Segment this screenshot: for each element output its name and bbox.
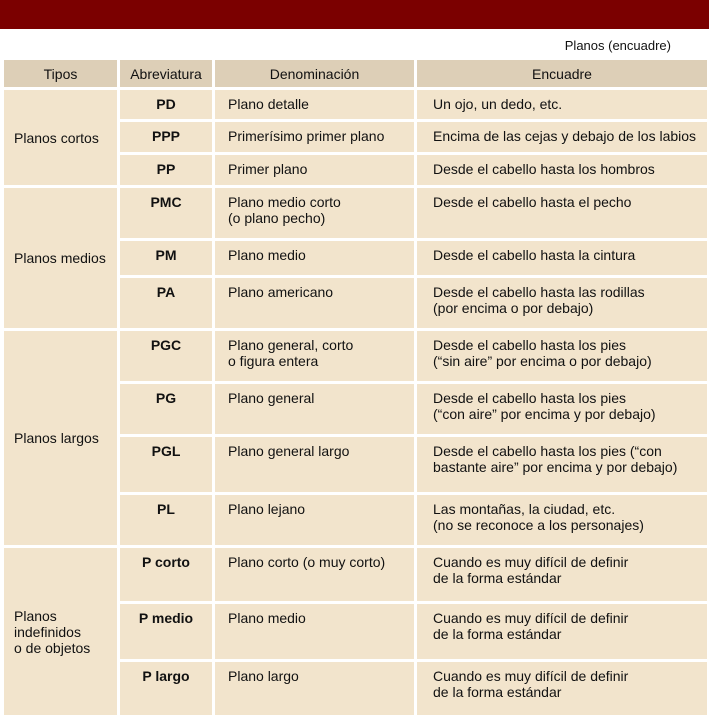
denomination-cell — [214, 661, 416, 717]
abbreviation-cell: PPP — [119, 121, 214, 154]
framing-cell — [416, 603, 709, 661]
denomination-line: Plano medio — [228, 610, 306, 626]
group-name-cell — [3, 330, 119, 547]
framing-line: Desde el cabello hasta las rodillas — [433, 284, 645, 300]
abbreviation-cell: PGL — [119, 436, 214, 494]
table-row — [3, 89, 709, 121]
framing-cell — [416, 187, 709, 240]
group-name-cell — [3, 547, 119, 717]
denomination-line: Plano general — [228, 390, 315, 406]
framing-cell — [416, 661, 709, 717]
denomination-cell — [214, 547, 416, 603]
framing-line: Cuando es muy difícil de definir — [433, 554, 629, 570]
framing-line: Desde el cabello hasta los pies — [433, 337, 627, 353]
framing-line: (“sin aire” por encima o por debajo) — [433, 353, 652, 369]
table-body — [3, 89, 709, 717]
group-name-line: Planos medios — [14, 250, 106, 266]
denomination-line: Plano americano — [228, 284, 334, 300]
framing-line: Las montañas, la ciudad, etc. — [433, 501, 616, 517]
abbreviation-cell: PL — [119, 494, 214, 547]
framing-cell — [416, 89, 709, 121]
denomination-cell — [214, 240, 416, 277]
framing-line: Desde el cabello hasta los pies — [433, 390, 627, 406]
group-name-cell — [3, 89, 119, 187]
planos-table — [1, 60, 709, 718]
framing-line: Desde el cabello hasta los pies (“con — [433, 443, 662, 459]
denomination-line: Plano general largo — [228, 443, 350, 459]
table-caption: Planos (encuadre) — [564, 38, 671, 53]
denomination-line: Primer plano — [228, 161, 308, 177]
denomination-line: (o plano pecho) — [228, 210, 326, 226]
denomination-line: Plano corto (o muy corto) — [228, 554, 386, 570]
denomination-cell — [214, 494, 416, 547]
denomination-line: Plano medio — [228, 247, 306, 263]
framing-line: de la forma estándar — [433, 684, 562, 700]
abbreviation-cell: PD — [119, 89, 214, 121]
denomination-cell — [214, 277, 416, 330]
framing-cell — [416, 494, 709, 547]
abbreviation-cell: PM — [119, 240, 214, 277]
denomination-cell — [214, 89, 416, 121]
denomination-cell — [214, 330, 416, 383]
table-row — [3, 187, 709, 240]
header-denominacion: Denominación — [214, 60, 416, 89]
group-name-line: Planos — [14, 607, 57, 624]
denomination-cell — [214, 154, 416, 187]
header-abreviatura: Abreviatura — [119, 60, 214, 89]
group-name-line: o de objetos — [14, 639, 91, 656]
framing-line: (“con aire” por encima y por debajo) — [433, 406, 656, 422]
denomination-cell — [214, 603, 416, 661]
header-row — [3, 60, 709, 89]
framing-line: Encima de las cejas y debajo de los labios — [433, 128, 697, 144]
framing-line: (no se reconoce a los personajes) — [433, 517, 644, 533]
denomination-line: Primerísimo primer plano — [228, 128, 385, 144]
denomination-line: Plano largo — [228, 668, 299, 684]
framing-line: Cuando es muy difícil de definir — [433, 668, 629, 684]
framing-line: Desde el cabello hasta los hombros — [433, 161, 655, 177]
framing-cell — [416, 154, 709, 187]
denomination-line: Plano detalle — [228, 96, 309, 112]
table-row — [3, 330, 709, 383]
framing-line: bastante aire” por encima y por debajo) — [433, 459, 678, 475]
group-name-cell — [3, 187, 119, 330]
framing-line: Cuando es muy difícil de definir — [433, 610, 629, 626]
abbreviation-cell: PG — [119, 383, 214, 436]
framing-line: Un ojo, un dedo, etc. — [433, 96, 563, 112]
abbreviation-cell: PMC — [119, 187, 214, 240]
abbreviation-cell: P corto — [119, 547, 214, 603]
framing-cell — [416, 547, 709, 603]
header-encuadre: Encuadre — [416, 60, 709, 89]
denomination-line: Plano medio corto — [228, 194, 341, 210]
framing-line: (por encima o por debajo) — [433, 300, 594, 316]
framing-line: de la forma estándar — [433, 626, 562, 642]
header-tipos: Tipos — [3, 60, 119, 89]
denomination-cell — [214, 121, 416, 154]
group-name-line: Planos cortos — [14, 129, 99, 146]
framing-cell — [416, 121, 709, 154]
framing-cell — [416, 436, 709, 494]
framing-line: Desde el cabello hasta el pecho — [433, 194, 632, 210]
framing-cell — [416, 240, 709, 277]
denomination-cell — [214, 187, 416, 240]
framing-line: Desde el cabello hasta la cintura — [433, 247, 636, 263]
denomination-cell — [214, 383, 416, 436]
abbreviation-cell: P largo — [119, 661, 214, 717]
denomination-cell — [214, 436, 416, 494]
framing-cell — [416, 383, 709, 436]
table-row — [3, 547, 709, 603]
framing-cell — [416, 330, 709, 383]
top-banner — [0, 0, 709, 29]
group-name-line: Planos largos — [14, 430, 99, 446]
group-name-line: indefinidos — [14, 623, 81, 640]
abbreviation-cell: P medio — [119, 603, 214, 661]
framing-line: de la forma estándar — [433, 570, 562, 586]
denomination-line: Plano general, corto — [228, 337, 354, 353]
abbreviation-cell: PP — [119, 154, 214, 187]
abbreviation-cell: PA — [119, 277, 214, 330]
abbreviation-cell: PGC — [119, 330, 214, 383]
denomination-line: o figura entera — [228, 353, 319, 369]
framing-cell — [416, 277, 709, 330]
denomination-line: Plano lejano — [228, 501, 306, 517]
